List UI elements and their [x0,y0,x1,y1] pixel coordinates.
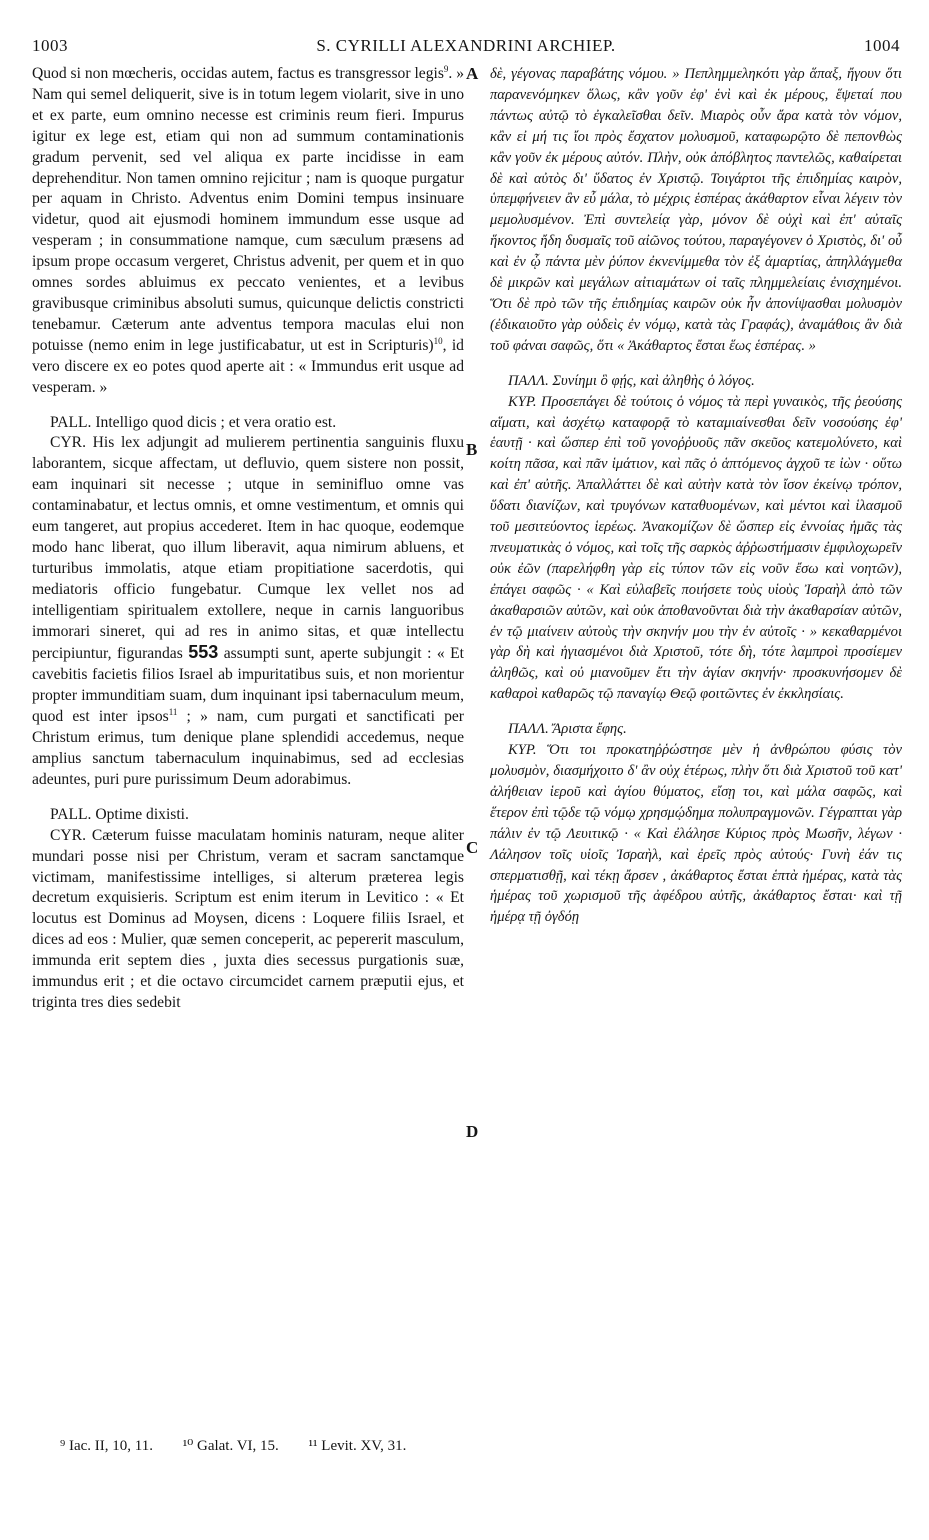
latin-text: . » Nam qui semel deliquerit, sive is in totum legem violarit, sive in uno et ex parte, eum omnino necesse est criminis reum fieri. Impurus igitur ex lege est, etiam qui non ad summum contaminationis gradum pervenit, sed vel aliqua ex parte incidisse in eam deprehenditur. Non tamen omnino rejicitur ; nam is quoque purgatur per aquam in Christo. Adventus enim Domini tempus insinuare videtur, quod ait ejusmodi hominem immundum esse usque ad vesperam ; in consummatione namque, cum sæculum præsens ad ipsum prope occasum vergeret, Christus advenit, per quem et in quo omnes sordes abluimus ex peccato venientes, et a levibus gravibusque criminibus absoluti sumus, quicunque delictis constricti tenebamur. Cæterum ante adventus tempora maculas elui non potuisse (nemo enim in lege justificabatur, ut est in Scripturis) [32,65,464,354]
page-number-right: 1004 [864,36,900,55]
footnote-ref: 10 [433,335,443,346]
footnote-ref: 9 [443,63,449,74]
footnote: ⁹ Iac. II, 10, 11. [60,1438,153,1454]
margin-letter-c: C [466,838,479,857]
greek-paragraph: ΠΑΛΛ. Ἄριστα ἔφης. [508,721,627,738]
margin-letter-d: D [466,1122,479,1141]
running-header [32,36,900,60]
latin-paragraph [32,433,464,790]
latin-paragraph [32,805,464,826]
latin-text: Quod si non mœcheris, occidas autem, factus es transgressor legis [32,65,444,82]
latin-text: His lex adjungit ad mulierem pertinentia sanguinis fluxu laborantem, sicque affectam, ut defluvio, quem sistere non possit, eam inquinari sit necesse ; utque in seminifluo omne vas contaminabatur, et lectus omnis, et omne vestimentum, et omnis qui eum tangeret, aut propius accederet. Item in hac quoque, eodemque modo hanc liberat, quo illum liberavit, aqua nimirum abluens, et turturibus immolatis, atque etiam propitiatione sacerdotis, qui mediatoris officio fungebatur. Cumque lex vellet nos ad intelligentiam spiritualem extollere, neque in carnis languoribus immorari sineret, qui ad res in animo sitas, et quæ intellectu percipiuntur, figurandas [32,434,464,663]
margin-letter-b: B [466,440,478,459]
latin-text: assumpti sunt, aperte subjungit : « Et cavebitis facietis filios Israel ab impuritatibus suis, et non morientur propter immunditiam suam, dum inquinant ipsi tabernaculum meum, quod est inter ipsos [32,645,464,726]
footnote: ¹⁰ Galat. VI, 15. [182,1438,279,1454]
latin-text: , id vero discere ex eo potes quod aperte ait : « Immundus erit usque ad vesperam. » [32,336,464,396]
latin-column [32,64,464,1014]
latin-paragraph [32,826,464,1014]
margin-page-number: 553 [188,642,219,663]
latin-text: ; » nam, cum purgati et sanctificati per Christum erimus, tum denique plane splendidi accedemus, neque amplius sanctum tabernaculum inquinabimus, sed ad ecclesias adeuntes, puri pure purissimum Deum adorabimus. [32,708,464,788]
greek-paragraph: ΚΥΡ. Προσεπάγει δὲ τούτοις ὁ νόμος τὰ περὶ γυναικὸς, τῆς ῥεούσης αἵματι, καὶ ἀσχέτῳ καταφορᾷ τὸ καταμιαίνεσθαι δεῖν νοσούσης ἐφ' ἑαυτῇ · καὶ ὥσπερ ἐπὶ τοῦ γονοῤῥυοῦς πᾶν σκεῦος κατεμολύνετο, καὶ κοίτη πᾶσα, καὶ πᾶν ἱμάτιον, καὶ πᾶς ὁ ἁπτόμενος ἀγχοῦ τε ἰὼν · οὕτω καὶ ἐπ' αὐτῆς. Ἀπαλλάττει δὲ καὶ αὐτὴν κατὰ τὸν ἴσον ἐκείνῳ τρόπον, ὕδατι διανίζων, καὶ τρυγόνων καταθυομένων, καὶ μέντοι καὶ ἱλασμοῦ τοῦ μεσιτεύοντος ἱερέως. Ἀνακομίζων δὲ ὥσπερ εἰς ἐννοίας ἡμᾶς τὰς πνευματικὰς ὁ νόμος, καὶ τοῖς τῆς σαρκὸς ἀῤῥωστήμασιν ἐμφιλοχωρεῖν οὐκ ἐῶν (παρελήφθη γὰρ εἰς τύπον τῶν εἰς νοῦν ἔσω καὶ νοητῶν), ἐπάγει σαφῶς · « Καὶ εὐλαβεῖς ποιήσετε τοὺς υἱοὺς Ἰσραὴλ ἀπὸ τῶν ἀκαθαρσιῶν αὐτῶν, καὶ οὐκ ἀποθανοῦνται διὰ τὴν ἀκαθαρσίαν αὐτῶν, ἐν τῷ μιαίνειν αὐτοὺς τὴν σκηνήν μου τὴν ἐν αὐτοῖς · » κεκαθαρμένοι γὰρ δὴ καὶ ἡγιασμένοι διὰ Χριστοῦ, τότε δὴ, τότε λαμπροὶ προσίεμεν ἀληθῶς, καὶ οὐ μιανοῦμεν ἔτι τὴν ἁγίαν σκηνήν· προσκυνήσομεν δὲ καθαροὶ καθαρῶς τῷ παναγίῳ Θεῷ φοιτῶντες ἐν ἐκκλησίαις. [490,393,902,703]
greek-column [490,64,902,928]
footnotes [60,1436,860,1455]
latin-text: Optime dixisti. [91,805,189,823]
latin-paragraph [32,413,464,434]
speaker-label: PALL. [50,805,92,823]
speaker-label: CYR. [50,434,86,452]
page-number-left: 1003 [32,36,68,55]
speaker-label: PALL. [50,413,92,431]
footnote: ¹¹ Levit. XV, 31. [308,1438,407,1454]
footnote-ref: 11 [168,707,178,717]
margin-letter-a: A [466,64,479,83]
latin-text: Intelligo quod dicis ; et vera oratio est. [91,413,337,431]
latin-text: Cæterum fuisse maculatam hominis naturam, neque aliter mundari posse nisi per Christum, veram et sacram sanctamque victimam, manifestissime intelliges, si alterum præterea legis decretum exquisieris. Scriptum est enim iterum in Levitico : « Et locutus est Dominus ad Moysen, dicens : Loquere filiis Israel, et dices ad eos : Mulier, quæ semen conceperit, ac pepererit masculum, immunda erit septem dies , juxta dies secessus purgationis suæ, immundus erit ; et die octavo circumcidet carnem præputii ejus, et triginta tres dies sedebit [32,826,464,1011]
greek-paragraph: ΠΑΛΛ. Συνίημι ὃ φῄς, καὶ ἀληθὴς ὁ λόγος. [508,372,755,389]
running-title: S. CYRILLI ALEXANDRINI ARCHIEP. [316,36,616,55]
latin-paragraph [32,64,464,399]
greek-paragraph: δὲ, γέγονας παραβάτης νόμου. » Πεπλημμεληκότι γὰρ ἅπαξ, ἤγουν ὅτι παρανενόμηκεν ὅλως, κἂν γοῦν ἐφ' ἑνὶ καὶ ἐκ μέρους, ἕψεταί που πάντως αὐτῷ τὸ ἐγκαλεῖσθαι δεῖν. Μιαρὸς οὖν ἄρα κατὰ τὸν νόμον, κἂν εἰ μή τις ἴοι πρὸς ἔσχατον μολυσμοῦ, καταφωρῷτο δὲ πεπονθὼς κἂν γοῦν ἐκ μέρους αὐτόν. Πλὴν, οὐκ ἀπόβλητος παντελῶς, καθαίρεται δὲ καὶ αὐτὸς δι' ὕδατος ἐν Χριστῷ. Τοιγάρτοι τῆς ἐπιδημίας καιρὸν, ὑπεμφήνειεν ἂν εὖ μάλα, τὸ μέχρις ἑσπέρας ἀκάθαρτον εἶναι λέγειν τὸν μεμολυσμένον. Ἐπὶ συντελείᾳ γὰρ, μόνον δὲ οὐχὶ καὶ ἐπ' αὐταῖς ἥκοντος ἤδη δυσμαῖς τοῦ αἰῶνος τούτου, παραγέγονεν ὁ Χριστὸς, δι' οὗ καὶ ἐν ᾧ πάντα μὲν ῥύπον ἐκνενίμμεθα τὸν ἐξ ἁμαρτίας, ἀπηλλάγμεθα δὲ μικρῶν καὶ μεγάλων αἰτιαμάτων οἱ ταῖς πλημμελείαις ἐνισχημένοι. Ὅτι δὲ πρὸ τῶν τῆς ἐπιδημίας καιρῶν οὐκ ἦν ἀπονίψασθαι μολυσμὸν (ἐδικαιοῦτο γὰρ οὐδεὶς ἐν νόμῳ, κατὰ τὰς Γραφάς), ἀναμάθοις ἂν διὰ τοῦ φάναι σαφῶς, ὅτι « Ἀκάθαρτος ἔσται ἕως ἑσπέρας. » [490,66,902,354]
greek-paragraph: ΚΥΡ. Ὅτι τοι προκατηῤῥώστησε μὲν ἡ ἀνθρώπου φύσις τὸν μολυσμὸν, διασμήχοιτο δ' ἂν οὐχ ἑτέρως, πλὴν ὅτι διὰ Χριστοῦ τοῦ κατ' ἀλήθειαν ἱεροῦ καὶ ἁγίου θύματος, εἴσῃ τοι, καὶ μάλα σαφῶς, καὶ ἕτερον ἐπὶ τῷδε τῷ νόμῳ χρησμῴδημα πολυπραγμονῶν. Γέγραπται γὰρ πάλιν ἐν τῷ Λευιτικῷ · « Καὶ ἐλάλησε Κύριος πρὸς Μωσῆν, λέγων · Λάλησον τοῖς υἱοῖς Ἰσραὴλ, καὶ ἐρεῖς πρὸς αὐτούς· Γυνὴ ἐάν τις σπερματισθῇ, καὶ τέκῃ ἄρσεν , ἀκάθαρτος ἔσται ἑπτὰ ἡμέρας, κατὰ τὰς ἡμέρας τοῦ χωρισμοῦ τῆς ἀφέδρου αὐτῆς, ἀκάθαρτος ἔσται· καὶ τῇ ἡμέρᾳ τῇ ὀγδόῃ [490,742,902,926]
speaker-label: CYR. [50,826,86,844]
